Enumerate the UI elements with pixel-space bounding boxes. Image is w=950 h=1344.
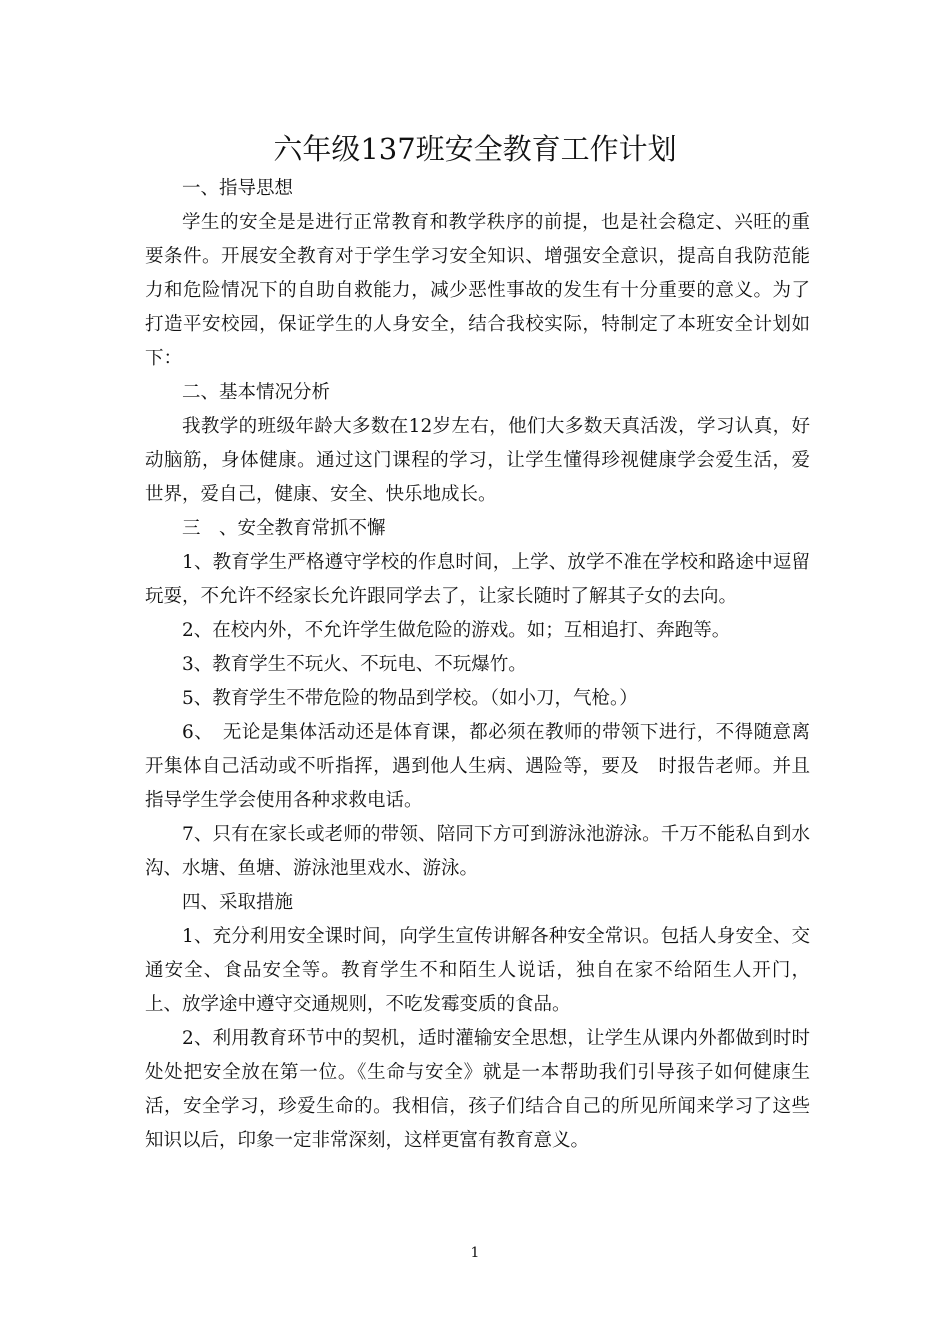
list-item-group-activities: 6、 无论是集体活动还是体育课，都必须在教师的带领下进行，不得随意离开集体自己活动或不听指挥，遇到他人生病、遇险等，要及 时报告老师。并且指导学生学会使用各种求救电话。 xyxy=(145,722,810,811)
list-item-safety-class: 1、充分利用安全课时间，向学生宣传讲解各种安全常识。包括人身安全、交通安全、食品安全等。教育学生不和陌生人说话，独自在家不给陌生人开门，上、放学途中遵守交通规则，不吃发霉变质的食品。 xyxy=(145,926,810,1015)
page-number: 1 xyxy=(470,1245,480,1261)
paragraph-situation-analysis: 我教学的班级年龄大多数在12岁左右，他们大多数天真活泼，学习认真，好动脑筋，身体健康。通过这门课程的学习，让学生懂得珍视健康学会爱生活，爱世界，爱自己，健康、安全、快乐地成长。 xyxy=(145,416,810,505)
list-item-no-fire-electricity: 3、教育学生不玩火、不玩电、不玩爆竹。 xyxy=(182,654,527,675)
document-body xyxy=(145,172,810,1158)
section-heading-situation-analysis: 二、基本情况分析 xyxy=(182,382,331,403)
section-heading-safety-education: 三 、安全教育常抓不懈 xyxy=(182,518,386,539)
section-heading-guiding-ideology: 一、指导思想 xyxy=(182,178,294,199)
document-title: 六年级137班安全教育工作计划 xyxy=(273,132,677,166)
list-item-swimming: 7、只有在家长或老师的带领、陪同下方可到游泳池游泳。千万不能私自到水沟、水塘、鱼塘、游泳池里戏水、游泳。 xyxy=(145,824,810,879)
list-item-no-dangerous-games: 2、在校内外，不允许学生做危险的游戏。如；互相追打、奔跑等。 xyxy=(182,620,731,641)
paragraph-guiding-ideology: 学生的安全是是进行正常教育和教学秩序的前提，也是社会稳定、兴旺的重要条件。开展安全教育对于学生学习安全知识、增强安全意识，提高自我防范能力和危险情况下的自助自救能力，减少恶性事故的发生有十分重要的意义。为了打造平安校园，保证学生的人身安全，结合我校实际，特制定了本班安全计划如下： xyxy=(145,212,810,369)
list-item-no-dangerous-objects: 5、教育学生不带危险的物品到学校。（如小刀，气枪。） xyxy=(182,688,638,709)
list-item-schedule: 1、教育学生严格遵守学校的作息时间，上学、放学不准在学校和路途中逗留玩耍，不允许不经家长允许跟同学去了，让家长随时了解其子女的去向。 xyxy=(145,552,810,607)
section-heading-measures: 四、采取措施 xyxy=(182,892,294,913)
list-item-education-opportunities: 2、利用教育环节中的契机，适时灌输安全思想，让学生从课内外都做到时时处处把安全放在第一位。《生命与安全》就是一本帮助我们引导孩子如何健康生活，安全学习，珍爱生命的。我相信，孩子们结合自己的所见所闻来学习了这些知识以后，印象一定非常深刻，这样更富有教育意义。 xyxy=(145,1028,810,1151)
